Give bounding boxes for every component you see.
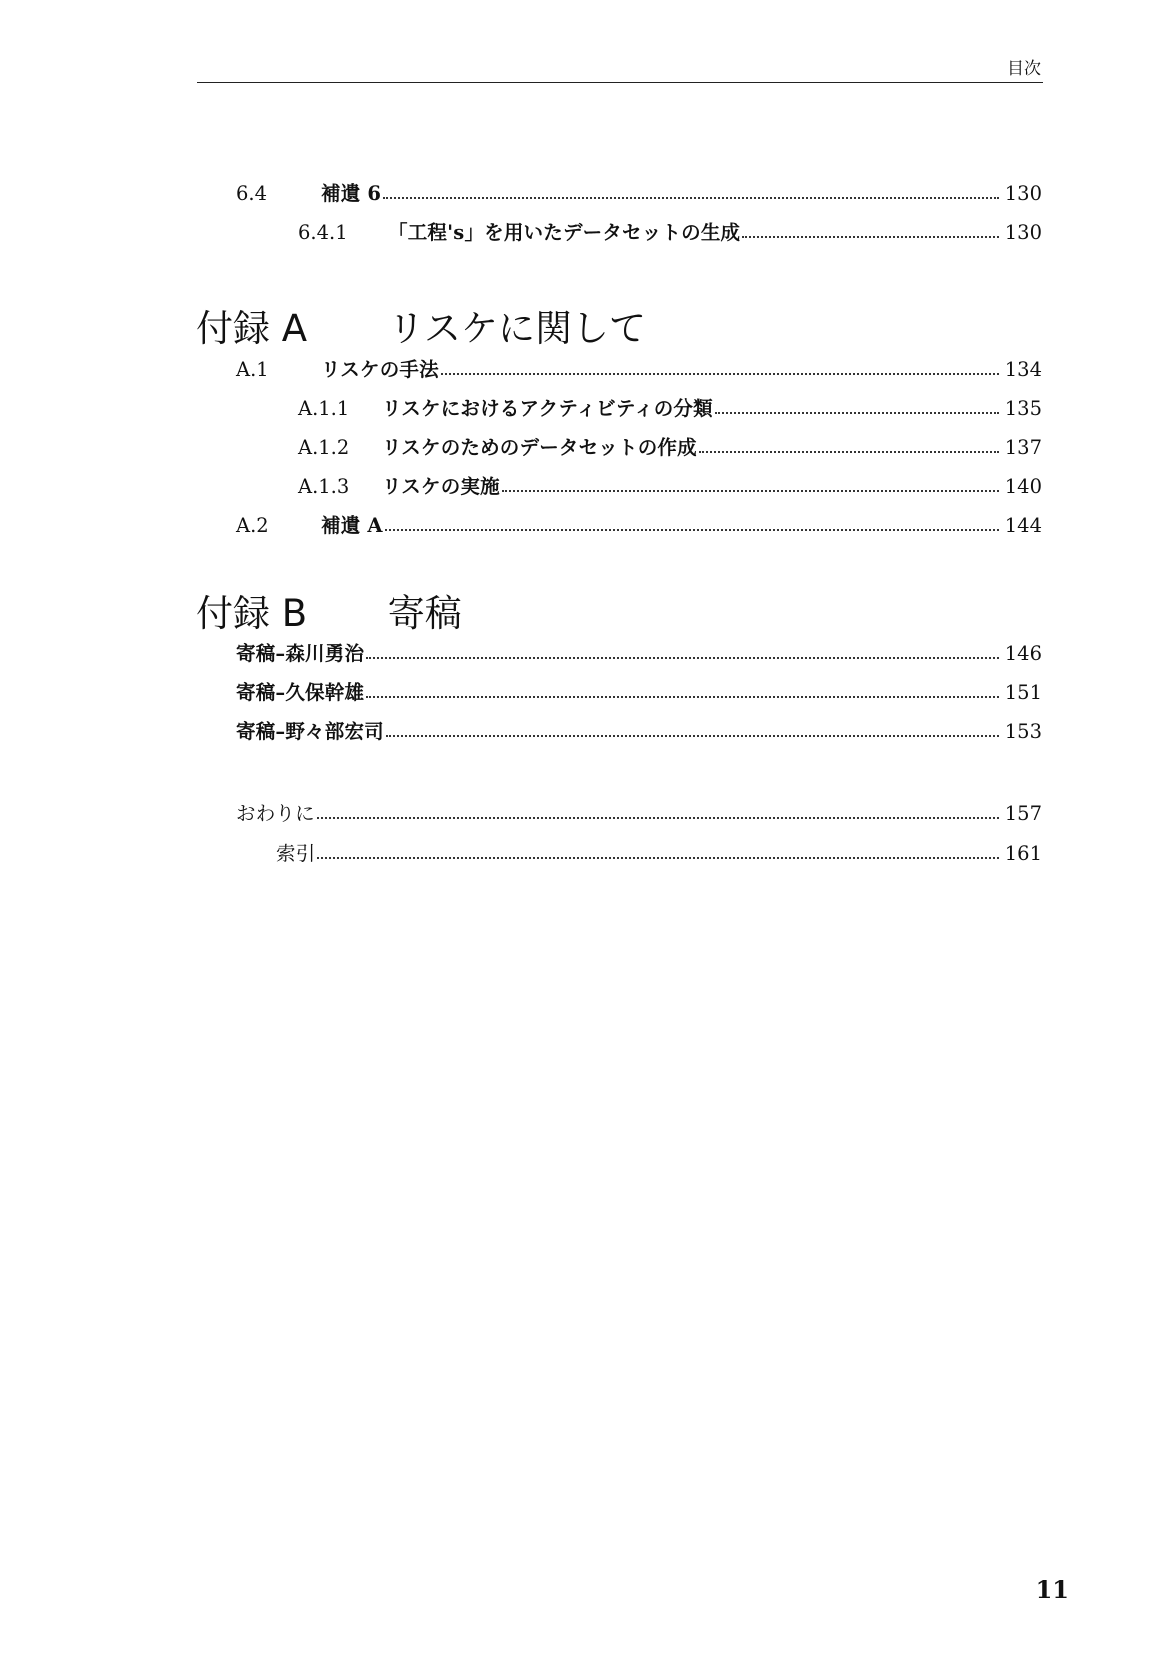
toc-entry-number: A.1.3 [298, 475, 350, 498]
toc-entry-number: A.2 [236, 514, 269, 537]
toc-entry-page: 146 [1004, 642, 1042, 665]
toc-entry-title: 寄稿–森川勇治 [236, 642, 365, 665]
dot-leader [742, 235, 999, 238]
toc-entry-page: 153 [1004, 720, 1042, 743]
chapter-title: 寄稿 [387, 592, 462, 635]
toc-entry-section[interactable] [236, 354, 1042, 382]
toc-entry-subsection[interactable] [298, 471, 1042, 499]
toc-entry-section[interactable] [236, 178, 1042, 206]
toc-entry-title: リスケの実施 [382, 475, 500, 498]
chapter-heading-appendix-b[interactable] [196, 583, 462, 637]
toc-entry-title: 索引 [276, 842, 316, 865]
toc-entry-title: 寄稿–久保幹雄 [236, 681, 365, 704]
toc-entry-page: 144 [1004, 514, 1042, 537]
toc-entry-title: おわりに [236, 802, 315, 825]
chapter-label: 付録 A [196, 307, 308, 350]
toc-entry-title: リスケのためのデータセットの作成 [382, 436, 697, 459]
toc-entry-page: 157 [1004, 802, 1042, 825]
toc-entry-index[interactable] [276, 838, 1042, 866]
toc-entry-title: リスケの手法 [321, 358, 439, 381]
toc-entry-contribution[interactable] [236, 716, 1042, 744]
toc-entry-page: 137 [1004, 436, 1042, 459]
dot-leader [366, 695, 999, 698]
toc-entry-number: 6.4 [236, 182, 268, 205]
toc-entry-page: 134 [1004, 358, 1042, 381]
toc-entry-page: 140 [1004, 475, 1042, 498]
toc-entry-page: 151 [1004, 681, 1042, 704]
dot-leader [366, 656, 999, 659]
dot-leader [502, 489, 999, 492]
toc-entry-title: 補遺 A [321, 514, 383, 537]
dot-leader [317, 816, 999, 819]
toc-entry-title: 補遺 6 [321, 182, 382, 205]
dot-leader [715, 411, 999, 414]
running-header-title: 目次 [1007, 59, 1041, 79]
toc-entry-page: 161 [1004, 842, 1042, 865]
toc-entry-number: A.1.1 [298, 397, 350, 420]
toc-entry-page: 130 [1004, 182, 1042, 205]
toc-entry-section[interactable] [236, 510, 1042, 538]
dot-leader [317, 856, 998, 859]
dot-leader [699, 450, 999, 453]
dot-leader [386, 734, 999, 737]
chapter-title: リスケに関して [387, 307, 647, 350]
toc-entry-title: リスケにおけるアクティビティの分類 [382, 397, 713, 420]
toc-entry-number: A.1.2 [298, 436, 350, 459]
toc-entry-title: 「工程's」を用いたデータセットの生成 [388, 221, 741, 244]
dot-leader [383, 196, 999, 199]
toc-entry-number: A.1 [236, 358, 269, 381]
toc-entry-contribution[interactable] [236, 677, 1042, 705]
dot-leader [441, 372, 999, 375]
toc-entry-title: 寄稿–野々部宏司 [236, 720, 384, 743]
toc-entry-page: 130 [1004, 221, 1042, 244]
running-header [197, 54, 1043, 83]
toc-entry-number: 6.4.1 [298, 221, 348, 244]
page-number: 11 [1035, 1575, 1069, 1604]
toc-entry-contribution[interactable] [236, 638, 1042, 666]
chapter-heading-appendix-a[interactable] [196, 298, 646, 352]
dot-leader [385, 528, 999, 531]
toc-entry-subsection[interactable] [298, 393, 1042, 421]
chapter-label: 付録 B [196, 592, 308, 635]
toc-entry-subsection[interactable] [298, 432, 1042, 460]
toc-entry-page: 135 [1004, 397, 1042, 420]
toc-entry-subsection[interactable] [298, 217, 1042, 245]
toc-entry-afterword[interactable] [236, 798, 1042, 826]
